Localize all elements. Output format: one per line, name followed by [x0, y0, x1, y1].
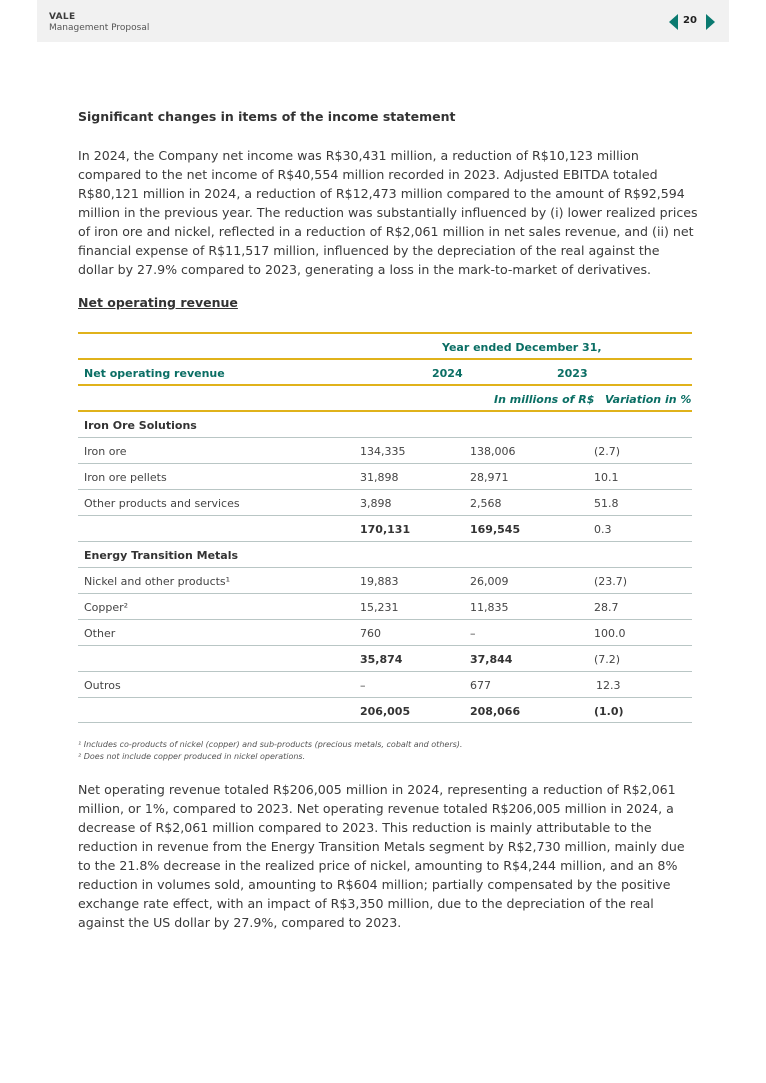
variation-value: 0.3 [594, 523, 612, 536]
brand-name: VALE [49, 12, 76, 22]
value-2023: 2,568 [470, 497, 502, 510]
value-2024: – [360, 679, 366, 692]
year-2024-header: 2024 [432, 367, 463, 380]
row-divider [78, 671, 692, 672]
row-divider [78, 645, 692, 646]
variation-value: (2.7) [594, 445, 621, 458]
variation-value: (1.0) [594, 705, 624, 718]
value-2023: 677 [470, 679, 491, 692]
group-energy-transition-metals: Energy Transition Metals [84, 549, 239, 562]
page-header [37, 0, 729, 42]
variation-value: 28.7 [594, 601, 619, 614]
value-2024: 31,898 [360, 471, 399, 484]
subheader-rule [78, 410, 692, 412]
row-divider [78, 489, 692, 490]
value-2024: 206,005 [360, 705, 411, 718]
footnotes [78, 739, 462, 763]
row-label: Nickel and other products¹ [84, 575, 231, 588]
previous-page-icon[interactable] [669, 14, 678, 30]
page-navigator [669, 14, 717, 30]
row-divider [78, 541, 692, 542]
row-divider [78, 463, 692, 464]
row-label: Outros [84, 679, 121, 692]
period-rule [78, 358, 692, 360]
year-2023-header: 2023 [557, 367, 588, 380]
table-top-rule [78, 332, 692, 334]
value-2023: – [470, 627, 476, 640]
value-2024: 3,898 [360, 497, 392, 510]
document-subtitle: Management Proposal [49, 23, 150, 33]
value-2024: 134,335 [360, 445, 406, 458]
row-divider [78, 437, 692, 438]
table-bottom-rule [78, 722, 692, 723]
row-label: Copper² [84, 601, 129, 614]
row-divider [78, 515, 692, 516]
variation-value: (7.2) [594, 653, 621, 666]
variation-value: 10.1 [594, 471, 619, 484]
value-2023: 26,009 [470, 575, 509, 588]
next-page-icon[interactable] [706, 14, 715, 30]
variation-label: Variation in % [605, 393, 692, 406]
value-2023: 208,066 [470, 705, 521, 718]
row-label: Iron ore pellets [84, 471, 167, 484]
row-label: Iron ore [84, 445, 127, 458]
row-header: Net operating revenue [84, 367, 225, 380]
intro-paragraph: In 2024, the Company net income was R$30,431 million, a reduction of R$10,123 million compared to the net income of R$40,554 million recorded in 2023. Adjusted EBITDA totaled R$80,121 million in 2024, a reduction of R$12,473 million compared to the amount of R$92,594 million in the previous year. The reduction was substantially influenced by (i) lower realized prices of iron ore and nickel, reflected in a reduction of R$2,061 million in net sales revenue, and (ii) net financial expense of R$11,517 million, influenced by the depreciation of the real against the dollar by 27.9% compared to 2023, generating a loss in the mark-to-market of derivatives. [78, 148, 698, 277]
units-label: In millions of R$ [494, 393, 595, 406]
row-label: Other products and services [84, 497, 240, 510]
value-2023: 169,545 [470, 523, 521, 536]
value-2023: 28,971 [470, 471, 509, 484]
footnote: ² Does not include copper produced in nickel operations. [78, 752, 306, 761]
row-label: Other [84, 627, 116, 640]
period-header: Year ended December 31, [442, 341, 602, 354]
value-2024: 35,874 [360, 653, 403, 666]
value-2024: 19,883 [360, 575, 399, 588]
value-2023: 37,844 [470, 653, 513, 666]
value-2024: 760 [360, 627, 381, 640]
row-divider [78, 567, 692, 568]
subsection-title: Net operating revenue [78, 295, 238, 310]
revenue-paragraph: Net operating revenue totaled R$206,005 million in 2024, representing a reduction of R$2,061 million, or 1%, compared to 2023. Net operating revenue totaled R$206,005 million in 2024, a decrease of R$2,061 million compared to 2023. This reduction is mainly attributable to the reduction in revenue from the Energy Transition Metals segment by R$2,730 million, mainly due to the 21.8% decrease in the realized price of nickel, amounting to R$4,244 million, and an 8% reduction in volumes sold, amounting to R$604 million; partially compensated by the positive exchange rate effect, with an impact of R$3,350 million, due to the depreciation of the real against the US dollar by 27.9%, compared to 2023. [78, 782, 685, 930]
row-divider [78, 697, 692, 698]
page-number: 20 [683, 15, 697, 26]
value-2023: 138,006 [470, 445, 516, 458]
variation-value: 100.0 [594, 627, 626, 640]
row-divider [78, 593, 692, 594]
value-2024: 15,231 [360, 601, 399, 614]
variation-value: (23.7) [594, 575, 628, 588]
row-divider [78, 619, 692, 620]
variation-value: 12.3 [596, 679, 621, 692]
value-2023: 11,835 [470, 601, 509, 614]
group-iron-ore-solutions: Iron Ore Solutions [84, 419, 197, 432]
section-title: Significant changes in items of the income statement [78, 109, 456, 124]
footnote: ¹ Includes co-products of nickel (copper) and sub-products (precious metals, cobalt and others). [78, 740, 463, 749]
value-2024: 170,131 [360, 523, 411, 536]
header-rule [78, 384, 692, 386]
variation-value: 51.8 [594, 497, 619, 510]
